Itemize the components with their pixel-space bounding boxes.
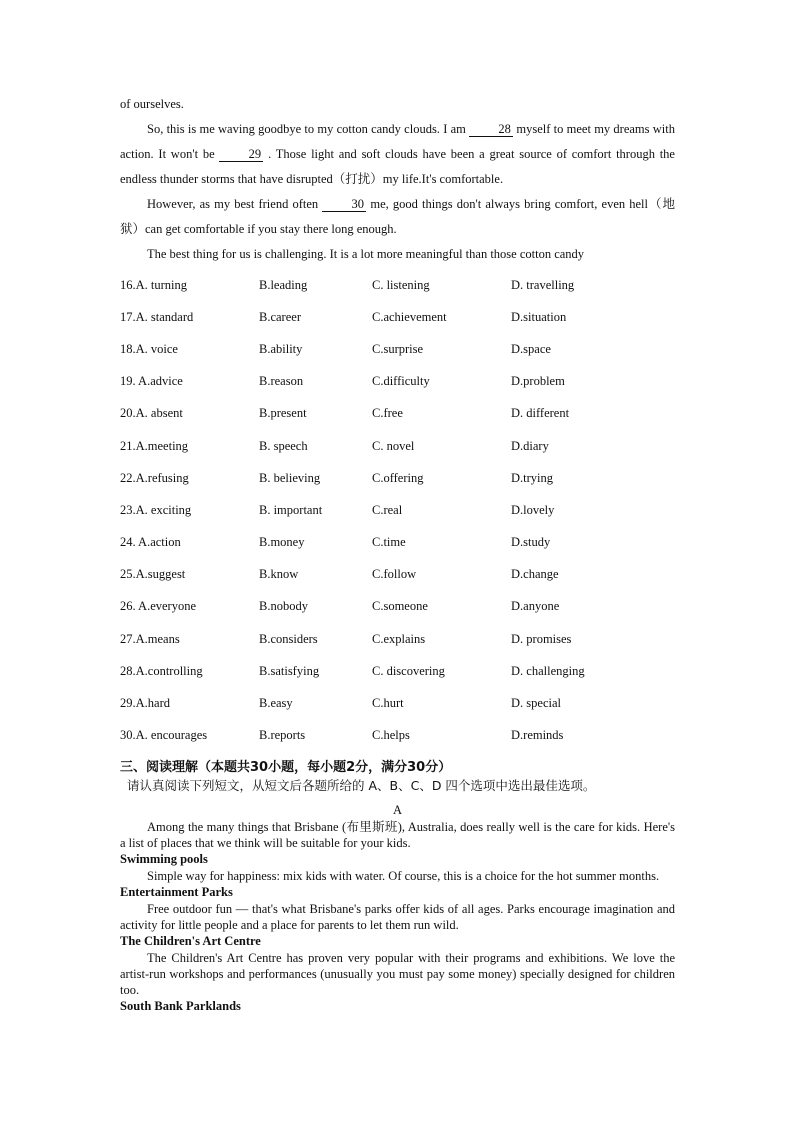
option-row <box>120 333 675 365</box>
option-d: D.study <box>511 535 551 550</box>
text-run: . Those light and soft clouds have been a great source of comfort through the endless thunder storms that have disrupted（打扰）my life.It's comfortable. <box>120 147 675 186</box>
text-run: So, this is me waving goodbye to my cotton candy clouds. I am <box>147 122 470 136</box>
option-row <box>120 623 675 655</box>
option-row <box>120 720 675 752</box>
option-b: B.know <box>259 567 299 582</box>
option-b: B. believing <box>259 470 321 485</box>
option-d: D.diary <box>511 438 549 453</box>
option-d: D.change <box>511 567 559 582</box>
option-d: D.trying <box>511 470 554 485</box>
option-c: C.offering <box>372 470 424 485</box>
option-a: 27.A.means <box>120 631 180 646</box>
option-d: D.reminds <box>511 728 564 743</box>
option-a: 19. A.advice <box>120 374 183 389</box>
option-d: D. travelling <box>511 277 575 292</box>
option-b: B.money <box>259 535 305 550</box>
option-a: 23.A. exciting <box>120 502 192 517</box>
option-c: C. novel <box>372 438 415 453</box>
paragraph-childrens-art-centre: The Children's Art Centre has proven very popular with their programs and exhibitions. We love the artist-run workshops and performances (unusually you must pay some money) specially designed for children too. <box>120 950 675 997</box>
option-row <box>120 301 675 333</box>
option-b: B.satisfying <box>259 663 320 678</box>
cloze-paragraph-3: The best thing for us is challenging. It is a lot more meaningful than those cotton candy <box>147 247 585 261</box>
option-a: 26. A.everyone <box>120 599 197 614</box>
cloze-paragraph-1 <box>120 117 675 192</box>
subheading-swimming-pools: Swimming pools <box>120 851 208 866</box>
option-b: B.easy <box>259 696 293 711</box>
option-row <box>120 559 675 591</box>
option-a: 21.A.meeting <box>120 438 189 453</box>
option-b: B.nobody <box>259 599 308 614</box>
passage-intro: Among the many things that Brisbane (布里斯班), Australia, does really well is the care for kids. Here's a list of places that we think will be suitable for your kids. <box>120 819 675 850</box>
option-a: 29.A.hard <box>120 696 170 711</box>
option-c: C.difficulty <box>372 374 430 389</box>
option-b: B.career <box>259 309 301 324</box>
document-page <box>120 92 675 1015</box>
blank-30: 30 <box>322 197 366 212</box>
option-row <box>120 494 675 526</box>
option-row <box>120 269 675 301</box>
option-a: 18.A. voice <box>120 341 178 356</box>
paragraph-entertainment-parks: Free outdoor fun — that's what Brisbane's parks offer kids of all ages. Parks encourage imagination and activity for little people and a place for parents to let them run wild. <box>120 901 675 932</box>
text-run: However, as my best friend often <box>147 197 323 211</box>
option-d: D. different <box>511 406 570 421</box>
option-b: B. speech <box>259 438 308 453</box>
option-c: C.explains <box>372 631 426 646</box>
option-c: C. listening <box>372 277 430 292</box>
option-c: C.time <box>372 535 406 550</box>
text-run: myself to meet my dreams with action. It won't be <box>120 122 675 161</box>
option-b: B.present <box>259 406 307 421</box>
option-d: D. special <box>511 696 561 711</box>
option-b: B. important <box>259 502 323 517</box>
blank-29: 29 <box>219 147 263 162</box>
text-run: me, good things don't always bring comfort, even hell（地狱）can get comfortable if you stay there long enough. <box>120 197 675 236</box>
option-row <box>120 366 675 398</box>
option-c: C.hurt <box>372 696 404 711</box>
option-a: 25.A.suggest <box>120 567 186 582</box>
section-instruction: 请认真阅读下列短文，从短文后各题所给的 A、B、C、D 四个选项中选出最佳选项。 <box>127 777 596 793</box>
cloze-paragraph-2 <box>120 192 675 242</box>
option-d: D.situation <box>511 309 567 324</box>
option-d: D.space <box>511 341 551 356</box>
option-a: 24. A.action <box>120 535 181 550</box>
option-a: 16.A. turning <box>120 277 188 292</box>
option-row <box>120 527 675 559</box>
option-c: C.achievement <box>372 309 447 324</box>
option-c: C.helps <box>372 728 410 743</box>
cloze-line: of ourselves. <box>120 97 184 111</box>
blank-28: 28 <box>469 122 513 137</box>
subheading-childrens-art-centre: The Children's Art Centre <box>120 933 261 948</box>
option-a: 20.A. absent <box>120 406 183 421</box>
option-b: B.leading <box>259 277 308 292</box>
option-c: C. discovering <box>372 663 445 678</box>
option-row <box>120 655 675 687</box>
option-d: D. promises <box>511 631 572 646</box>
option-row <box>120 398 675 430</box>
option-row <box>120 462 675 494</box>
option-c: C.real <box>372 502 403 517</box>
option-d: D.lovely <box>511 502 555 517</box>
section-title: 三、阅读理解（本题共30小题，每小题2分，满分30分） <box>120 759 452 775</box>
option-a: 22.A.refusing <box>120 470 189 485</box>
option-a: 17.A. standard <box>120 309 194 324</box>
options-table <box>120 269 675 752</box>
option-b: B.ability <box>259 341 303 356</box>
option-c: C.surprise <box>372 341 424 356</box>
option-b: B.reports <box>259 728 306 743</box>
option-row <box>120 591 675 623</box>
option-d: D.anyone <box>511 599 560 614</box>
subheading-south-bank-parklands: South Bank Parklands <box>120 998 241 1013</box>
option-d: D.problem <box>511 374 565 389</box>
option-b: B.reason <box>259 374 304 389</box>
option-c: C.someone <box>372 599 428 614</box>
option-d: D. challenging <box>511 663 585 678</box>
option-a: 28.A.controlling <box>120 663 203 678</box>
option-b: B.considers <box>259 631 318 646</box>
option-row <box>120 687 675 719</box>
passage-label: A <box>392 802 403 817</box>
option-a: 30.A. encourages <box>120 728 208 743</box>
option-row <box>120 430 675 462</box>
paragraph-swimming-pools: Simple way for happiness: mix kids with water. Of course, this is a choice for the hot summer months. <box>147 868 660 883</box>
subheading-entertainment-parks: Entertainment Parks <box>120 884 233 899</box>
option-c: C.follow <box>372 567 417 582</box>
option-c: C.free <box>372 406 403 421</box>
